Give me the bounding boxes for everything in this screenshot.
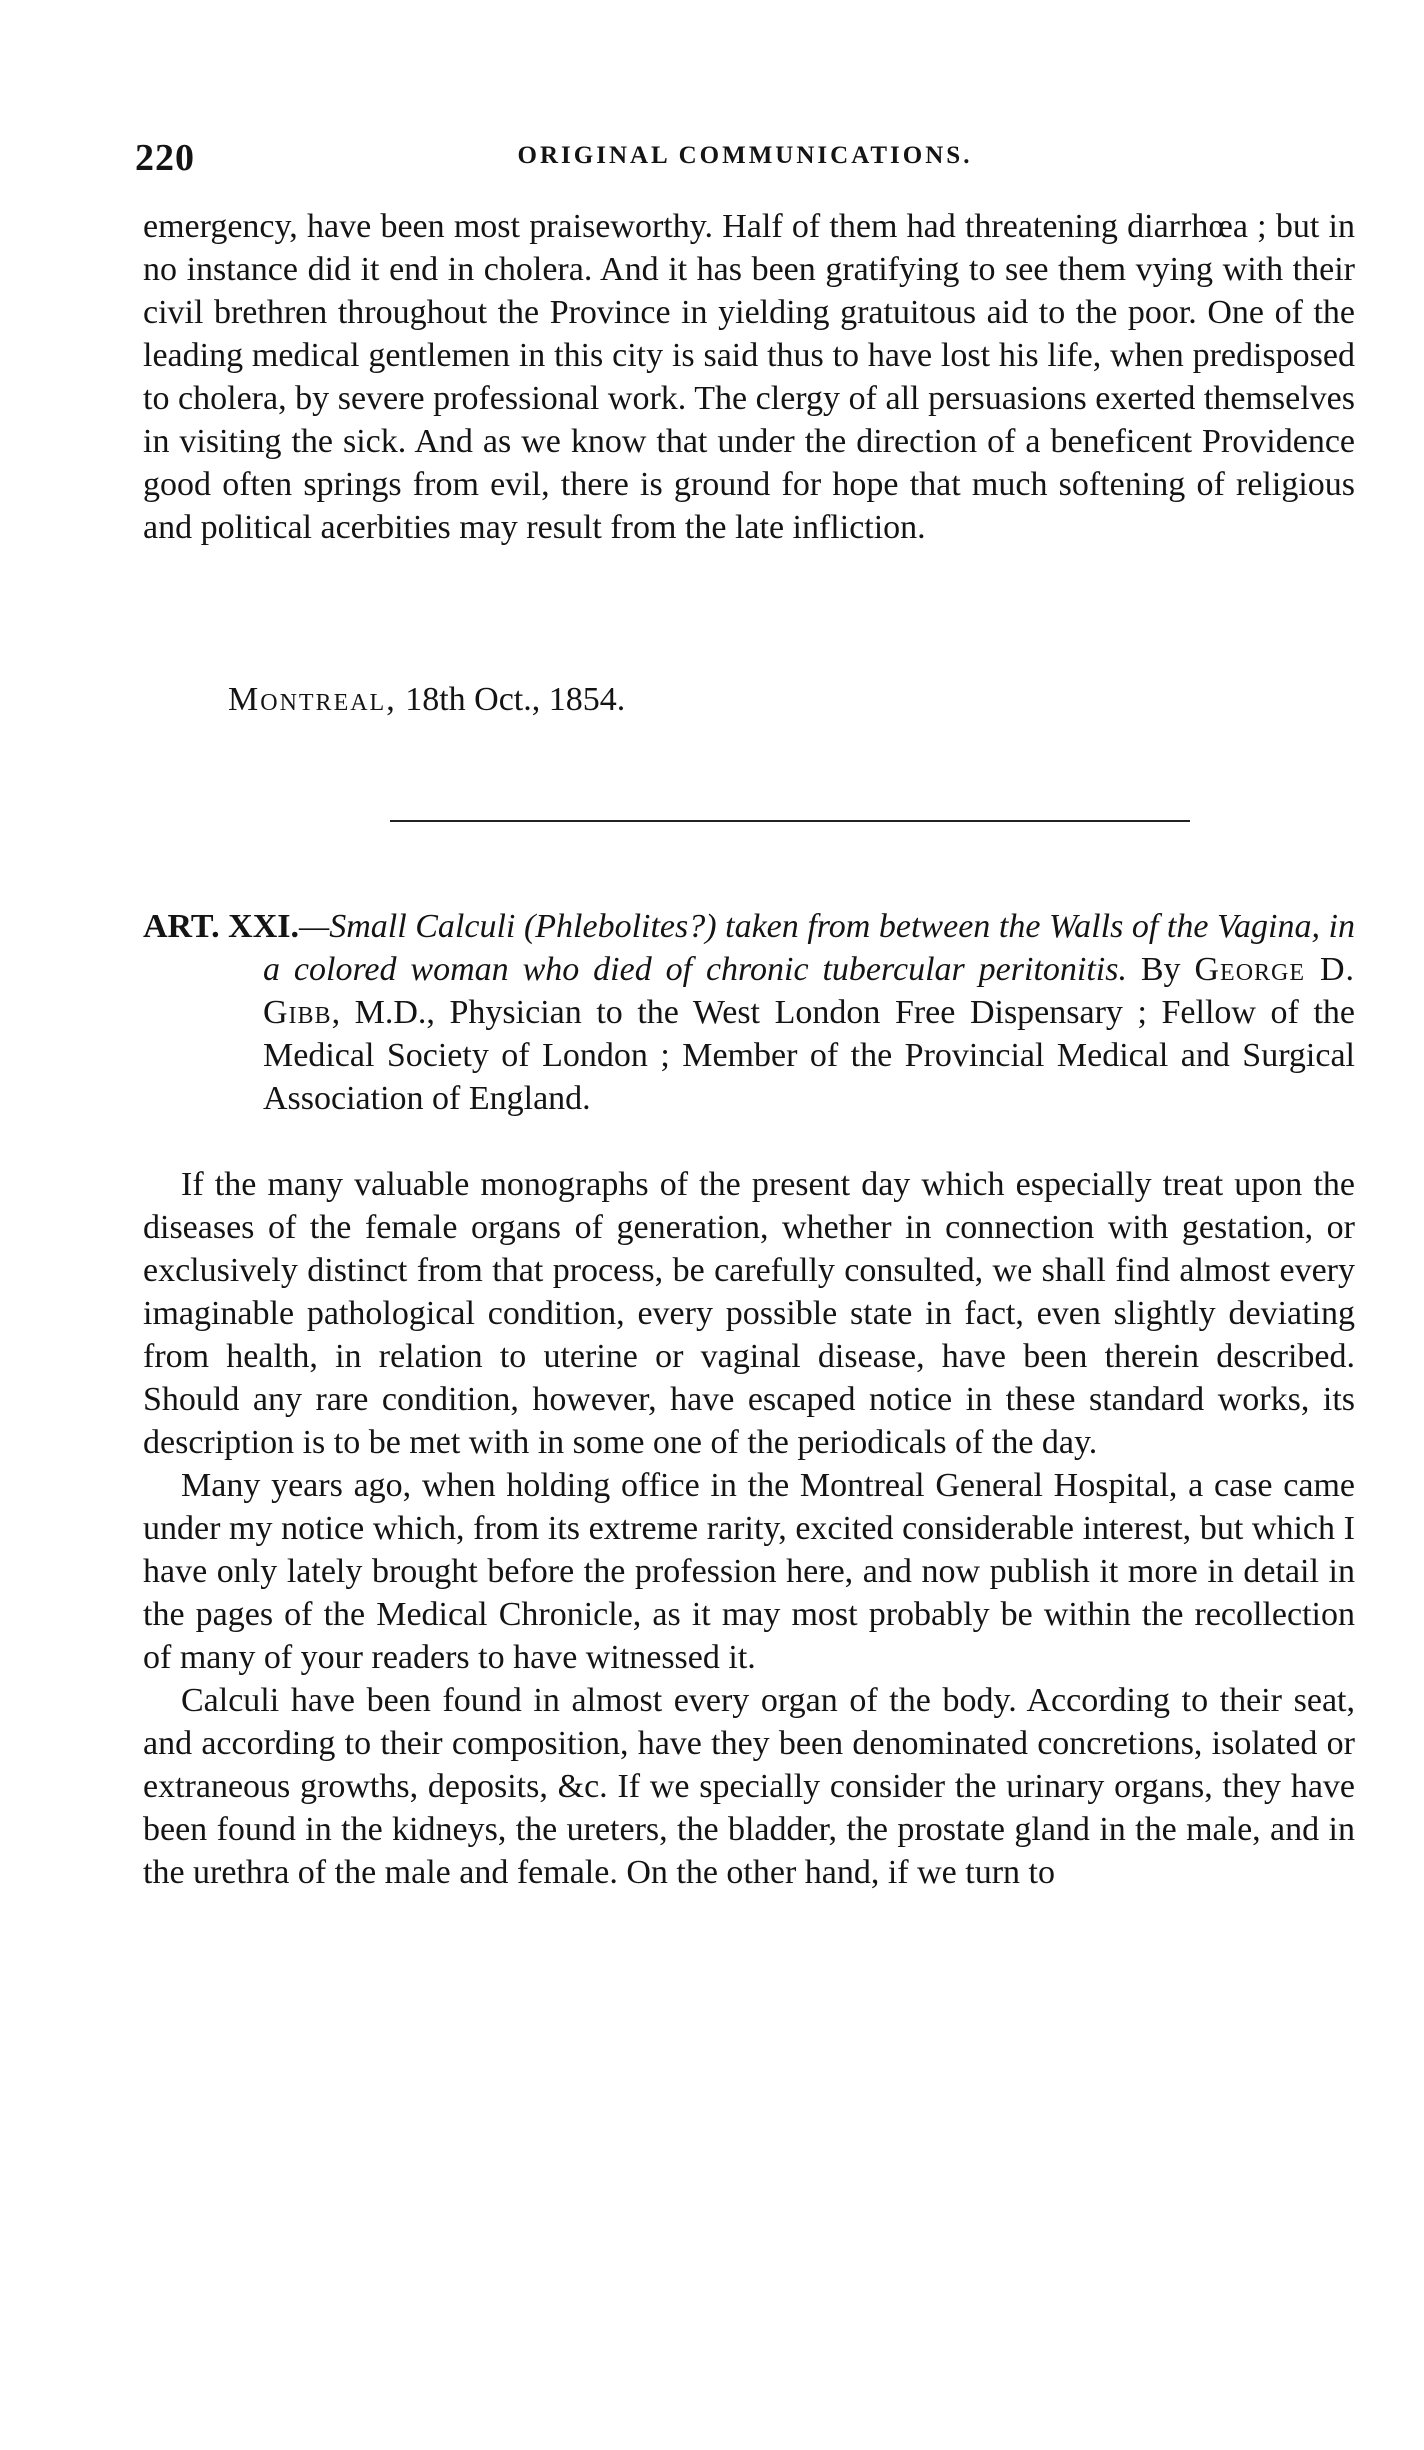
body-paragraph-2: Many years ago, when holding office in the Montreal General Hospital, a case came under my notice which, from its extreme rarity, excited considerable interest, but which I have only lately brought before the profession here, and now publish it more in detail in the pages of the Medical Chronicle, as it may most probably be within the recollection of many of your readers to have witnessed it. [143, 1467, 1355, 1676]
article-by: By [1126, 951, 1195, 988]
signature-line [228, 678, 625, 721]
body-paragraph-1: If the many valuable monographs of the present day which especially treat upon the diseases of the female organs of generation, whether in connection with gestation, or exclusively distinct from that process, be carefully consulted, we shall find almost every imaginable pathological condition, every possible state in fact, even slightly deviating from health, in relation to uterine or vaginal disease, have been therein described. Should any rare condition, however, have escaped notice in these standard works, its description is to be met with in some one of the periodicals of the day. [143, 1166, 1355, 1461]
page-number: 220 [135, 137, 195, 179]
article-title: —Small Calculi (Phlebolites?) taken from between the Walls of the Vagina, in a colored woman who died of chronic tubercular peritonitis. [263, 908, 1356, 988]
page-header [135, 136, 1355, 186]
signature-place: Montreal, [228, 681, 397, 718]
article-heading [143, 905, 1355, 1120]
article-author: George D. Gibb [263, 951, 1355, 1031]
article-body [143, 1163, 1355, 1894]
article-label: ART. XXI. [143, 908, 299, 945]
previous-article-paragraph: emergency, have been most praiseworthy. Half of them had threatening diarrhœa ; but in no instance did it end in cholera. And it has been gratifying to see them vying with their civil brethren throughout the Province in yielding gratuitous aid to the poor. One of the leading medical gentlemen in this city is said thus to have lost his life, when predisposed to cholera, by severe professional work. The clergy of all persuasions exerted themselves in visiting the sick. And as we know that under the direction of a beneficent Providence good often springs from evil, there is ground for hope that much softening of religious and political acerbities may result from the late infliction. [143, 208, 1355, 546]
running-head: ORIGINAL COMMUNICATIONS. [517, 142, 973, 169]
signature-date: 18th Oct., 1854. [405, 681, 626, 718]
section-divider [390, 820, 1190, 822]
previous-article-text [143, 205, 1355, 549]
article-credentials: , M.D., Physician to the West London Free Dispensary ; Fellow of the Medical Society of London ; Member of the Provincial Medical and Surgical Association of England. [263, 994, 1355, 1117]
body-paragraph-3: Calculi have been found in almost every organ of the body. According to their seat, and according to their composition, have they been denominated concretions, isolated or extraneous growths, deposits, &c. If we specially consider the urinary organs, they have been found in the kidneys, the ureters, the bladder, the prostate gland in the male, and in the urethra of the male and female. On the other hand, if we turn to [143, 1682, 1355, 1891]
